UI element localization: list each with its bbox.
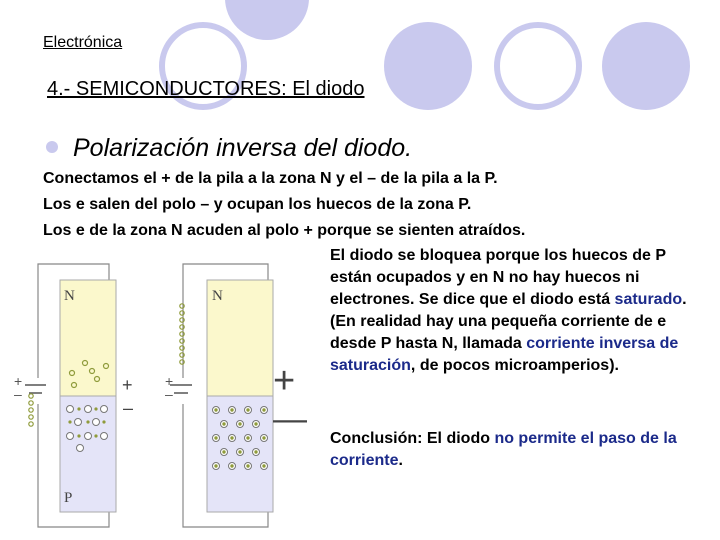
battery-left-plus: +	[14, 373, 23, 389]
term-corriente-inversa: corriente inversa de saturación	[330, 335, 679, 374]
term-saturado: saturado	[614, 291, 683, 308]
conclusion-text-2: .	[398, 452, 403, 469]
n-label-left: N	[64, 288, 75, 304]
big-plus-sign: +	[273, 360, 296, 402]
p-label-left: P	[64, 490, 73, 506]
battery-right-plus: +	[165, 373, 174, 389]
topic-title: Electrónica	[43, 34, 123, 51]
explanation-text-3: , de pocos microamperios).	[410, 357, 619, 374]
battery-left-minus: –	[14, 386, 22, 402]
battery-right-minus: –	[165, 386, 173, 402]
text-line-2: Los e salen del polo – y ocupan los huecos de la zona P.	[43, 196, 472, 213]
big-minus-sign: —	[273, 400, 307, 438]
page-title: 4.- SEMICONDUCTORES: El diodo	[47, 78, 365, 100]
explanation-text-2: . (En realidad hay una pequeña corriente de e desde P hasta N, llamada	[330, 291, 687, 352]
left-diode-plus: +	[122, 375, 133, 395]
subheading: Polarización inversa del diodo.	[73, 134, 413, 162]
conclusion-text-1: Conclusión: El diodo	[330, 430, 495, 447]
text-line-1: Conectamos el + de la pila a la zona N y el – de la pila a la P.	[43, 170, 498, 187]
text-line-3: Los e de la zona N acuden al polo + porque se sienten atraídos.	[43, 222, 526, 239]
left-diode-minus: –	[123, 398, 134, 418]
conclusion-term: no permite el paso de la corriente	[330, 430, 677, 469]
explanation-text-1: El diodo se bloquea porque los huecos de P están ocupados y en N no hay huecos ni electrones. Se dice que el diodo está	[330, 247, 666, 308]
n-label-right: N	[212, 288, 223, 304]
